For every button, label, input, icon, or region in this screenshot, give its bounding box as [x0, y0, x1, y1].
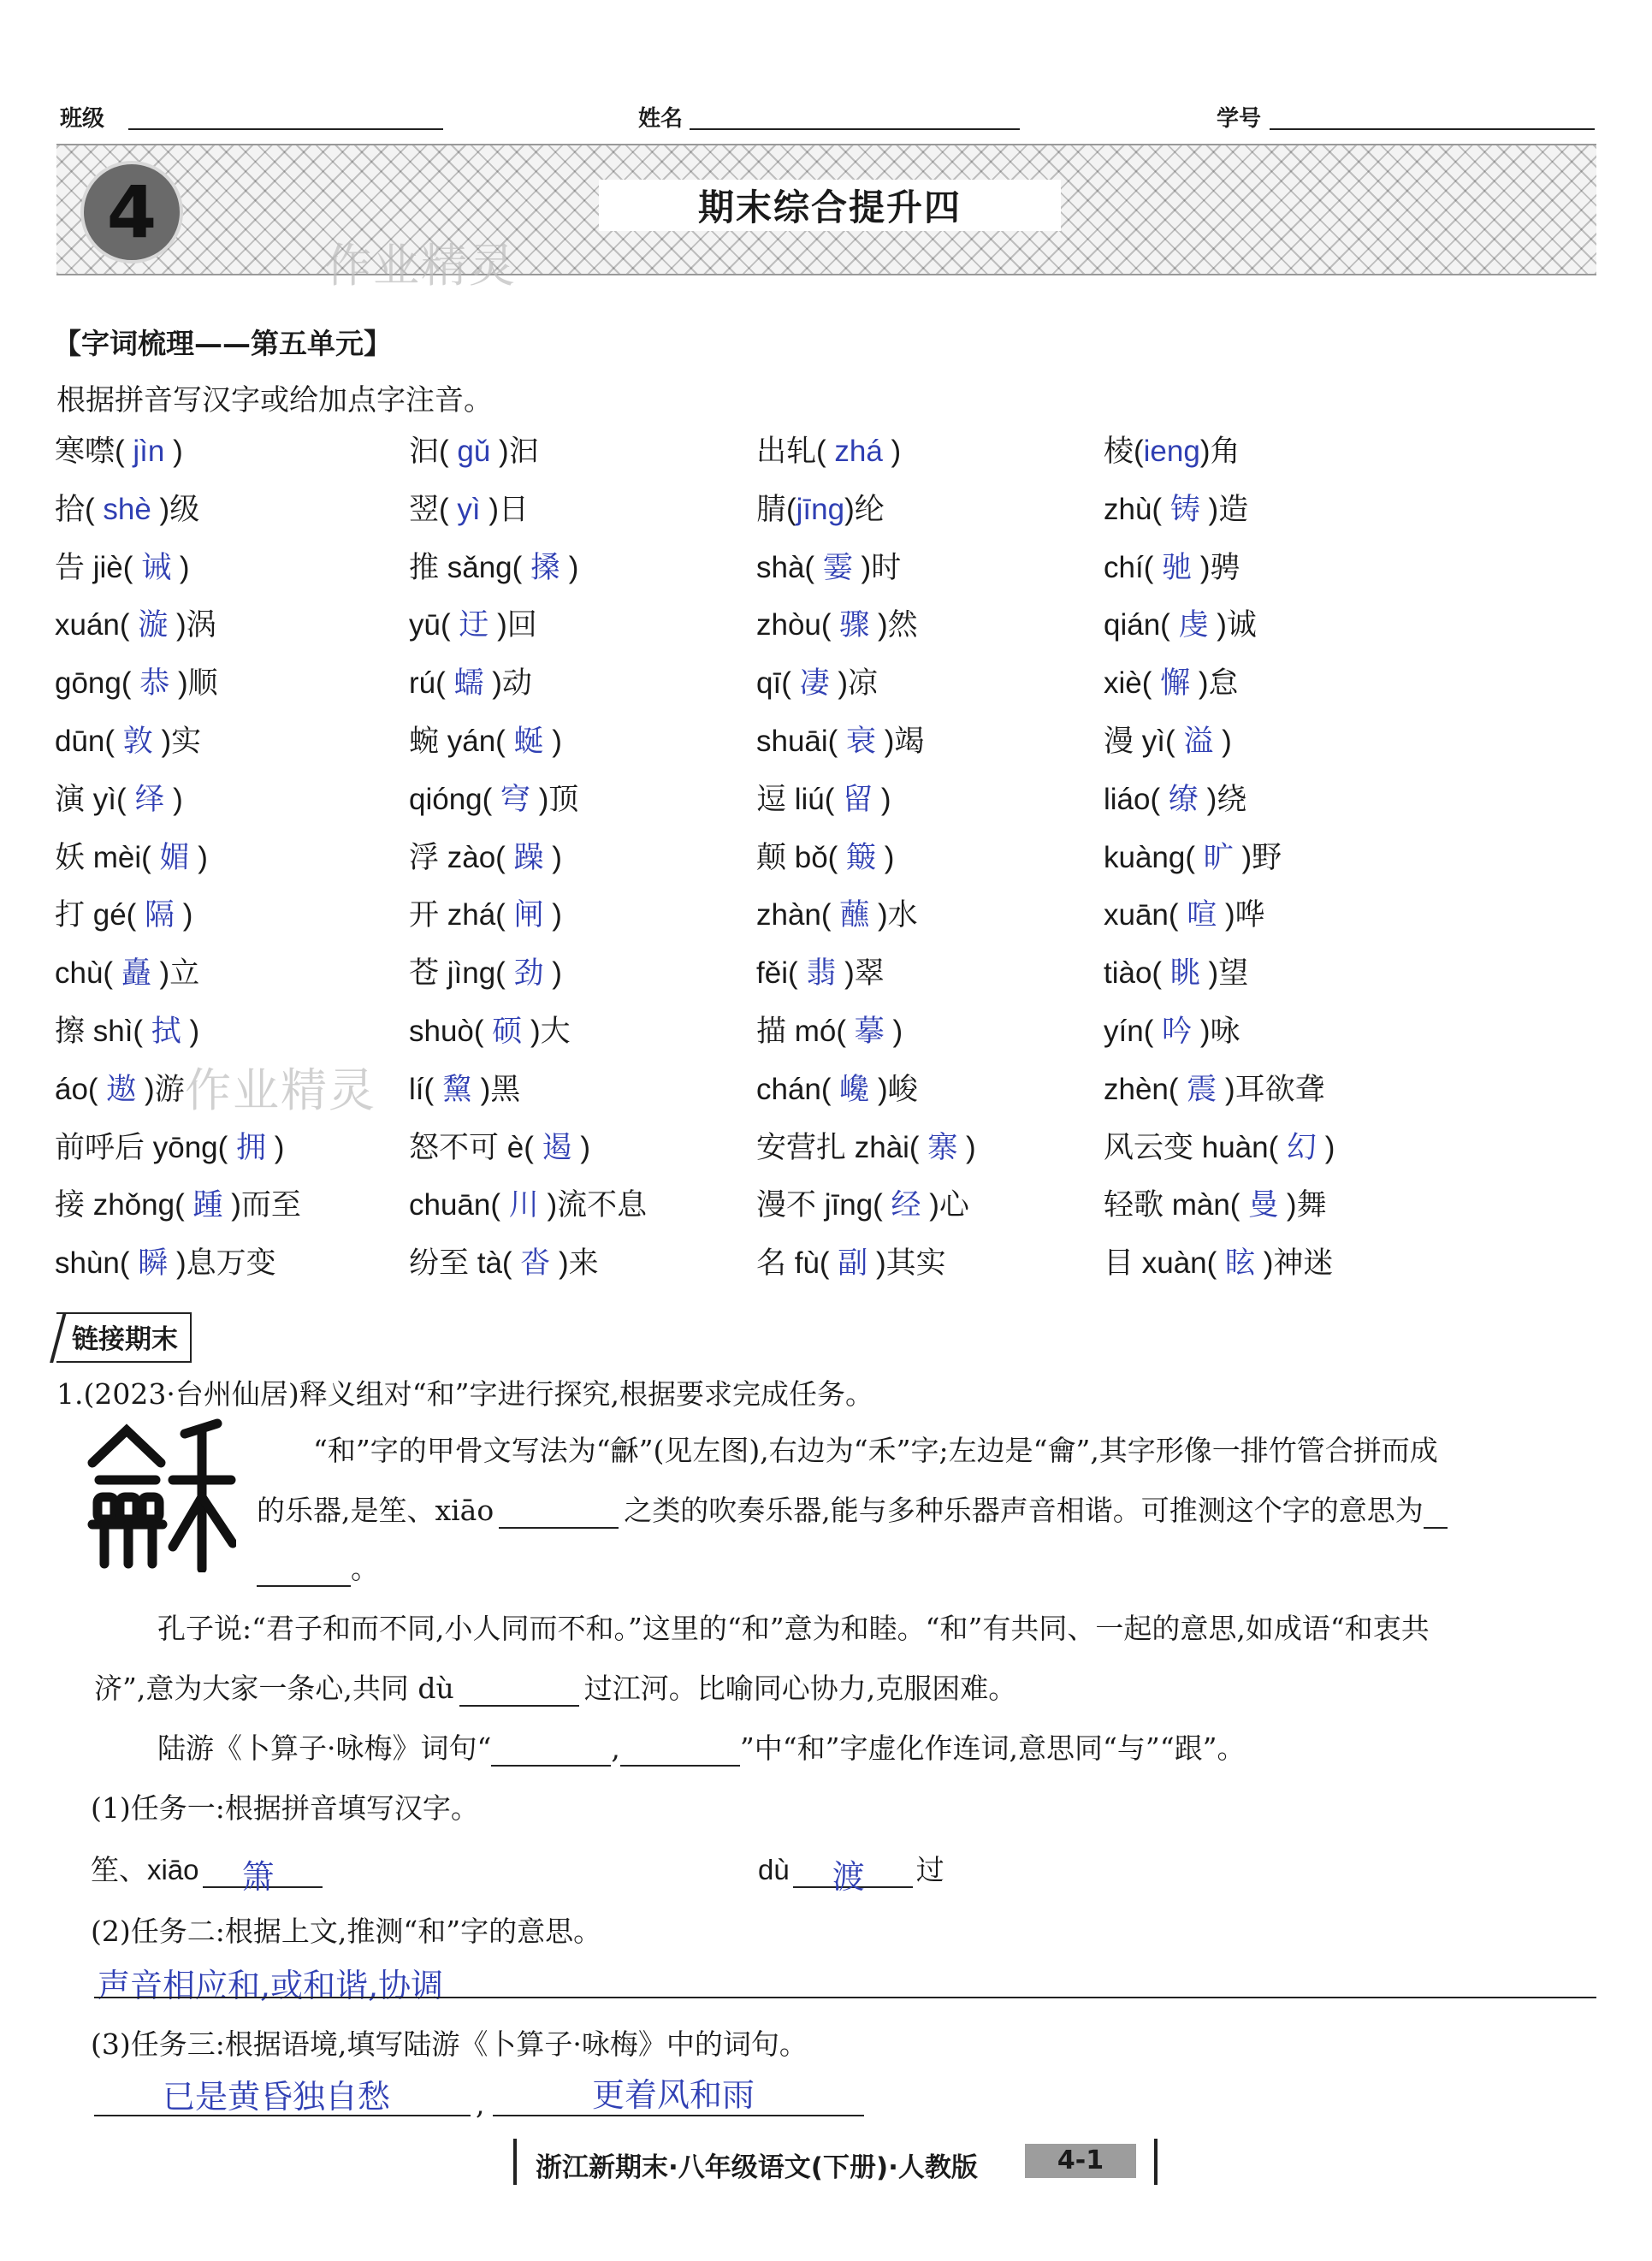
vocab-prompt: 出轧(	[756, 435, 826, 468]
vocab-suffix: )	[892, 1015, 903, 1048]
poem-blank-2[interactable]	[620, 1739, 740, 1767]
vocab-answer[interactable]: 迂	[450, 608, 498, 642]
vocab-prompt: chù(	[55, 956, 114, 991]
vocab-prompt: 打 gé(	[55, 898, 137, 932]
vocab-item	[409, 544, 578, 587]
vocab-answer[interactable]: 蜒	[505, 725, 553, 758]
vocab-suffix: )	[552, 725, 562, 758]
vocab-answer[interactable]: ieng	[1143, 435, 1200, 468]
id-label: 学号	[1217, 106, 1262, 132]
vocab-suffix: )息万变	[176, 1246, 276, 1281]
vocab-suffix: )	[552, 840, 562, 874]
vocab-prompt: 开 zhá(	[409, 898, 506, 932]
vocab-prompt: liáo(	[1104, 782, 1161, 816]
task-1-blank-1[interactable]	[203, 1860, 323, 1896]
vocab-prompt: shà(	[756, 550, 815, 584]
task-2: (2)任务二:根据上文,推测“和”字的意思。	[91, 1915, 602, 1948]
watermark: 作业精灵	[325, 239, 517, 293]
vocab-prompt: shuāi(	[756, 725, 838, 758]
vocab-prompt: qián(	[1104, 608, 1170, 642]
vocab-prompt: 描 mó(	[756, 1015, 847, 1048]
vocab-prompt: xuān(	[1104, 898, 1179, 932]
vocab-prompt: 腈(	[756, 492, 796, 526]
vocab-answer[interactable]: yì	[448, 492, 489, 526]
vocab-prompt: fěi(	[756, 956, 798, 991]
vocab-suffix: )望	[1208, 956, 1249, 991]
vocab-item	[55, 428, 183, 471]
meaning-blank-a[interactable]	[1424, 1501, 1448, 1529]
vocab-prompt: qióng(	[409, 782, 493, 816]
vocab-suffix: )野	[1241, 840, 1282, 874]
vocab-prompt: 目 xuàn(	[1104, 1246, 1217, 1281]
vocab-suffix: )水	[878, 898, 918, 932]
vocab-suffix: )	[568, 550, 579, 584]
vocab-item	[1104, 544, 1240, 587]
vocab-answer[interactable]: 吟	[1153, 1015, 1200, 1048]
vocab-suffix: )神迷	[1263, 1246, 1334, 1281]
vocab-item	[1104, 950, 1248, 992]
task-1-blank-2[interactable]	[793, 1860, 913, 1896]
vocab-answer[interactable]: 遨	[98, 1072, 145, 1106]
vocab-item	[55, 1181, 301, 1224]
vocab-item	[55, 486, 199, 529]
vocab-prompt: chuān(	[409, 1188, 501, 1222]
oracle-bone-character-icon	[82, 1418, 236, 1572]
vocab-answer[interactable]: 敦	[115, 725, 162, 758]
para-3-text-a: 陆游《卜算子·咏梅》词句“	[157, 1731, 492, 1765]
id-field[interactable]	[1270, 128, 1595, 130]
vocab-prompt: gōng(	[55, 666, 132, 701]
vocab-item	[756, 428, 901, 471]
vocab-prompt: 翌(	[409, 492, 449, 526]
link-tag: 链接期末	[56, 1312, 192, 1363]
instruction: 根据拼音写汉字或给加点字注音。	[56, 383, 493, 417]
vocab-suffix: )角	[1199, 435, 1240, 468]
vocab-suffix: )其实	[876, 1246, 946, 1281]
vocab-suffix: )	[880, 782, 891, 816]
vocab-answer[interactable]: 拭	[143, 1015, 190, 1048]
vocab-item	[1104, 660, 1239, 702]
vocab-item	[55, 891, 192, 934]
vocab-prompt: 妖 mèi(	[55, 840, 151, 874]
vocab-answer[interactable]: 喧	[1178, 898, 1226, 932]
vocab-answer[interactable]: 拥	[228, 1130, 275, 1164]
vocab-answer[interactable]: 簸	[838, 840, 885, 874]
vocab-item	[756, 1008, 903, 1051]
vocab-answer[interactable]: 翡	[797, 956, 845, 991]
vocab-item	[409, 601, 537, 644]
vocab-item	[756, 1124, 976, 1167]
para-2-text-a: 济”,意为大家一条心,共同 dù	[94, 1672, 454, 1705]
vocab-prompt: 苍 jìng(	[409, 956, 506, 991]
vocab-suffix: )造	[1208, 492, 1249, 526]
vocab-answer[interactable]: 衰	[838, 725, 885, 758]
vocab-suffix: )绕	[1206, 782, 1247, 816]
class-field[interactable]	[128, 128, 443, 130]
vocab-answer[interactable]: 瞬	[129, 1246, 177, 1281]
vocab-suffix: )动	[492, 666, 532, 701]
vocab-item	[55, 834, 208, 877]
para-1-end: 。	[351, 1552, 379, 1585]
vocab-answer[interactable]: 沓	[512, 1246, 560, 1281]
vocab-suffix: )	[891, 435, 902, 468]
vocab-prompt: 接 zhǒng(	[55, 1188, 185, 1222]
task-3-answer-1: 已是黄昏独自愁	[163, 2078, 391, 2116]
vocab-suffix: )纶	[844, 492, 885, 526]
vocab-item	[756, 950, 885, 992]
vocab-answer[interactable]: jìn	[124, 435, 174, 468]
vocab-answer[interactable]: 旷	[1195, 840, 1242, 874]
task-3-blank-1[interactable]	[94, 2115, 471, 2116]
vocab-suffix: )翠	[844, 956, 885, 991]
vocab-item	[1104, 1240, 1333, 1282]
vocab-answer[interactable]: 凄	[790, 666, 838, 701]
vocab-prompt: 蜿 yán(	[409, 725, 506, 758]
vocab-answer[interactable]: 摹	[846, 1015, 893, 1048]
vocab-answer[interactable]: 漩	[129, 608, 177, 642]
vocab-suffix: )	[173, 435, 183, 468]
vocab-prompt: xiè(	[1104, 666, 1152, 701]
vocab-prompt: 擦 shì(	[55, 1015, 144, 1048]
vocab-suffix: )大	[530, 1015, 571, 1048]
page-number: 4-1	[1025, 2144, 1136, 2178]
unit-number-badge: 4	[80, 161, 183, 263]
vocab-suffix: )耳欲聋	[1225, 1072, 1325, 1106]
task-1-answers	[91, 1848, 323, 1896]
vocab-item	[55, 1240, 276, 1282]
xiao-blank[interactable]	[499, 1501, 619, 1529]
vocab-item	[409, 950, 562, 992]
page-title: 期末综合提升四	[599, 180, 1061, 231]
vocab-item	[756, 1240, 946, 1282]
vocab-item	[756, 834, 894, 877]
du-blank[interactable]	[459, 1679, 579, 1707]
vocab-suffix: )时	[861, 550, 902, 584]
vocab-prompt: 推 sǎng(	[409, 550, 523, 584]
vocab-prompt: xuán(	[55, 608, 130, 642]
vocab-prompt: chán(	[756, 1072, 832, 1106]
vocab-item	[55, 1008, 199, 1051]
vocab-item	[409, 891, 562, 934]
vocab-prompt: 告 jiè(	[55, 550, 133, 584]
vocab-item	[55, 950, 199, 992]
vocab-prompt: 汩(	[409, 435, 449, 468]
vocab-item	[409, 1066, 520, 1109]
vocab-item	[409, 1124, 590, 1167]
vocab-item	[409, 718, 562, 761]
vocab-suffix: )	[1222, 725, 1232, 758]
vocab-answer[interactable]: 劲	[505, 956, 553, 991]
task-1-answers-b	[758, 1848, 944, 1896]
vocab-suffix: )来	[559, 1246, 599, 1281]
task-1-label-c: 过	[915, 1854, 944, 1885]
vocab-answer[interactable]: 铸	[1162, 492, 1209, 526]
vocab-item	[756, 718, 924, 761]
vocab-prompt: 棱(	[1104, 435, 1144, 468]
vocab-prompt: dūn(	[55, 725, 115, 758]
vocab-suffix: )	[552, 898, 562, 932]
vocab-suffix: )	[966, 1130, 976, 1164]
vocab-prompt: yín(	[1104, 1015, 1154, 1048]
meaning-blank-b[interactable]	[257, 1560, 351, 1587]
vocab-item	[1104, 776, 1246, 819]
page-footer	[513, 2139, 1158, 2185]
vocab-item	[1104, 486, 1248, 529]
question-1-title: 1.(2023·台州仙居)释义组对“和”字进行探究,根据要求完成任务。	[56, 1377, 873, 1411]
vocab-item	[409, 1008, 571, 1051]
task-1-answer-1: 箫	[241, 1860, 275, 1896]
vocab-answer[interactable]: 霎	[814, 550, 862, 584]
vocab-prompt: shuò(	[409, 1015, 484, 1048]
vocab-suffix: )	[173, 782, 183, 816]
vocab-suffix: )竭	[884, 725, 925, 758]
vocab-answer[interactable]: 恭	[131, 666, 178, 701]
vocab-item	[1104, 428, 1240, 471]
para-3-comma: ,	[611, 1731, 620, 1765]
vocab-item	[409, 1181, 647, 1224]
vocab-suffix: )流不息	[547, 1188, 648, 1222]
vocab-answer[interactable]: 蠕	[445, 666, 493, 701]
vocab-answer[interactable]: 骤	[831, 608, 879, 642]
poem-blank-1[interactable]	[491, 1739, 611, 1767]
vocab-answer[interactable]: 留	[834, 782, 881, 816]
task-1-label-b: dù	[758, 1854, 790, 1885]
section-title: 【字词梳理——第五单元】	[53, 327, 392, 360]
vocab-prompt: 漫不 jīng(	[756, 1188, 883, 1222]
vocab-item	[1104, 834, 1282, 877]
task-3: (3)任务三:根据语境,填写陆游《卜算子·咏梅》中的词句。	[91, 2027, 808, 2061]
para-2-text-b: 过江河。比喻同心协力,克服困难。	[583, 1672, 1017, 1705]
para-1-line-2	[257, 1489, 1448, 1529]
vocab-item	[1104, 718, 1232, 761]
name-label: 姓名	[638, 106, 684, 132]
vocab-answer[interactable]: 驰	[1153, 550, 1200, 584]
vocab-suffix: )诚	[1217, 608, 1257, 642]
vocab-answer[interactable]: 诫	[133, 550, 180, 584]
vocab-item	[55, 601, 216, 644]
vocab-prompt: 怒不可 è(	[409, 1130, 534, 1164]
vocab-suffix: )顺	[177, 666, 218, 701]
para-3	[157, 1726, 1245, 1767]
vocab-answer[interactable]: 穹	[492, 782, 539, 816]
vocab-answer[interactable]: 搡	[522, 550, 569, 584]
vocab-answer[interactable]: zhá	[826, 435, 891, 468]
vocab-prompt: 漫 yì(	[1104, 725, 1175, 758]
vocab-answer[interactable]: 川	[500, 1188, 548, 1222]
vocab-suffix: )而至	[231, 1188, 301, 1222]
vocab-answer[interactable]: 隔	[136, 898, 183, 932]
vocab-suffix: )	[274, 1130, 285, 1164]
vocab-item	[756, 544, 901, 587]
vocab-prompt: 安营扎 zhài(	[756, 1130, 920, 1164]
task-1-label-a: 笙、xiāo	[91, 1854, 199, 1885]
watermark: 作业精灵	[185, 1063, 376, 1117]
vocab-answer[interactable]: 经	[882, 1188, 930, 1222]
vocab-prompt: zhòu(	[756, 608, 832, 642]
vocab-item	[409, 428, 539, 471]
vocab-item	[1104, 1181, 1327, 1224]
vocab-item	[409, 660, 532, 702]
vocab-prompt: 寒噤(	[55, 435, 125, 468]
vocab-answer[interactable]: 缭	[1160, 782, 1207, 816]
vocab-suffix: )哗	[1225, 898, 1265, 932]
vocab-item	[1104, 1124, 1335, 1167]
vocab-item	[756, 486, 885, 529]
vocab-suffix: )	[179, 550, 190, 584]
vocab-item	[55, 544, 190, 587]
vocab-item	[1104, 1066, 1325, 1109]
vocab-suffix: )咏	[1199, 1015, 1240, 1048]
vocab-suffix: )	[182, 898, 193, 932]
vocab-answer[interactable]: gǔ	[448, 435, 500, 468]
vocab-suffix: )游	[145, 1072, 185, 1106]
vocab-item	[756, 601, 918, 644]
vocab-item	[756, 776, 891, 819]
vocab-suffix: )心	[929, 1188, 969, 1222]
vocab-suffix: )	[884, 840, 895, 874]
name-field[interactable]	[690, 128, 1020, 130]
vocab-item	[55, 1066, 185, 1109]
vocab-answer[interactable]: 矗	[113, 956, 160, 991]
vocab-answer[interactable]: 巉	[831, 1072, 879, 1106]
vocab-prompt: 名 fù(	[756, 1246, 830, 1281]
vocab-suffix: )	[198, 840, 208, 874]
para-3-text-c: ”中“和”字虚化作连词,意思同“与”“跟”。	[739, 1731, 1246, 1765]
vocab-answer[interactable]: 震	[1178, 1072, 1226, 1106]
vocab-answer[interactable]: 蘸	[831, 898, 879, 932]
vocab-prompt: 纷至 tà(	[409, 1246, 512, 1281]
para-1-line-1: “和”字的甲骨文写法为“龢”(见左图),右边为“禾”字;左边是“龠”,其字形像一排竹管合拼而成	[313, 1434, 1438, 1467]
vocab-suffix: )日	[488, 492, 529, 526]
vocab-prompt: shùn(	[55, 1246, 130, 1281]
para-1-line-3	[257, 1547, 379, 1587]
vocab-suffix: )实	[161, 725, 202, 758]
vocab-item	[55, 1124, 284, 1167]
vocab-prompt: zhèn(	[1104, 1072, 1179, 1106]
vocab-prompt: 风云变 huàn(	[1104, 1130, 1279, 1164]
vocab-item	[409, 1240, 599, 1282]
vocab-suffix: )	[1324, 1130, 1335, 1164]
vocab-suffix: )怠	[1198, 666, 1239, 701]
vocab-suffix: )凉	[838, 666, 878, 701]
vocab-answer[interactable]: 曼	[1240, 1188, 1287, 1222]
vocab-suffix: )汩	[499, 435, 539, 468]
vocab-answer[interactable]: 幻	[1278, 1130, 1325, 1164]
vocab-answer[interactable]: 溢	[1175, 725, 1223, 758]
vocab-answer[interactable]: 虔	[1169, 608, 1217, 642]
vocab-item	[55, 776, 183, 819]
vocab-answer[interactable]: 遏	[533, 1130, 581, 1164]
vocab-suffix: )峻	[878, 1072, 918, 1106]
vocab-suffix: )涡	[176, 608, 216, 642]
vocab-prompt: 逗 liú(	[756, 782, 835, 816]
vocab-answer[interactable]: 绎	[126, 782, 174, 816]
vocab-item	[756, 891, 918, 934]
vocab-prompt: 前呼后 yōng(	[55, 1130, 228, 1164]
vocab-suffix: )	[189, 1015, 200, 1048]
vocab-suffix: )顶	[538, 782, 579, 816]
vocab-prompt: rú(	[409, 666, 446, 701]
vocab-item	[55, 660, 218, 702]
para-1-text-b: 之类的吹奏乐器,能与多种乐器声音相谐。可推测这个字的意思为	[624, 1494, 1424, 1527]
vocab-item	[1104, 891, 1265, 934]
vocab-prompt: 拾(	[55, 492, 95, 526]
vocab-answer[interactable]: 媚	[151, 840, 198, 874]
vocab-answer[interactable]: 懈	[1152, 666, 1199, 701]
task-1-answer-2: 渡	[832, 1860, 865, 1896]
vocab-suffix: )骋	[1199, 550, 1240, 584]
vocab-answer[interactable]: 硕	[483, 1015, 531, 1048]
vocab-prompt: yū(	[409, 608, 451, 642]
task-3-blank-2[interactable]	[493, 2115, 864, 2116]
vocab-prompt: zhàn(	[756, 898, 832, 932]
vocab-answer[interactable]: 寨	[919, 1130, 967, 1164]
vocab-answer[interactable]: 黧	[434, 1072, 481, 1106]
vocab-prompt: 颠 bǒ(	[756, 840, 838, 874]
vocab-suffix: )舞	[1286, 1188, 1327, 1222]
vocab-prompt: 轻歌 màn(	[1104, 1188, 1240, 1222]
task-2-answer: 声音相应和,或和谐,协调	[98, 1967, 444, 2004]
vocab-prompt: tiào(	[1104, 956, 1163, 991]
vocab-suffix: )	[552, 956, 562, 991]
vocab-answer[interactable]: 躁	[505, 840, 553, 874]
vocab-answer[interactable]: 闸	[505, 898, 553, 932]
class-label: 班级	[60, 106, 105, 132]
vocab-prompt: zhù(	[1104, 492, 1163, 526]
vocab-item	[409, 776, 578, 819]
vocab-suffix: )黑	[480, 1072, 521, 1106]
task-1: (1)任务一:根据拼音填写汉字。	[91, 1791, 479, 1825]
para-1-text-a: 的乐器,是笙、xiāo	[257, 1494, 494, 1527]
vocab-item	[756, 660, 878, 702]
para-2-line-2	[94, 1666, 1016, 1707]
vocab-item	[409, 834, 562, 877]
vocab-item	[756, 1181, 969, 1224]
vocab-prompt: qī(	[756, 666, 791, 701]
vocab-item	[1104, 601, 1257, 644]
vocab-answer[interactable]: 眩	[1217, 1246, 1264, 1281]
para-2-line-1: 孔子说:“君子和而不同,小人同而不和。”这里的“和”意为和睦。“和”有共同、一起的意思,如成语“和衷共	[157, 1612, 1430, 1645]
vocab-suffix: )	[580, 1130, 590, 1164]
vocab-item	[55, 718, 201, 761]
task-3-answer-2: 更着风和雨	[592, 2076, 755, 2114]
task-3-comma: ,	[476, 2087, 485, 2121]
vocab-answer[interactable]: jīng	[796, 492, 845, 526]
vocab-suffix: )立	[159, 956, 200, 991]
footer-title: 浙江新期末·八年级语文(下册)·人教版	[536, 2152, 978, 2183]
vocab-prompt: lí(	[409, 1072, 435, 1106]
vocab-answer[interactable]: shè	[94, 492, 160, 526]
vocab-item	[756, 1066, 918, 1109]
vocab-suffix: )级	[159, 492, 200, 526]
vocab-prompt: kuàng(	[1104, 840, 1196, 874]
vocab-answer[interactable]: 副	[829, 1246, 877, 1281]
vocab-answer[interactable]: 眺	[1162, 956, 1209, 991]
vocab-prompt: 演 yì(	[55, 782, 127, 816]
vocab-prompt: 浮 zào(	[409, 840, 506, 874]
vocab-prompt: áo(	[55, 1072, 98, 1106]
vocab-item	[409, 486, 529, 529]
vocab-answer[interactable]: 踵	[184, 1188, 232, 1222]
vocab-prompt: chí(	[1104, 550, 1154, 584]
task-2-answer-line[interactable]	[94, 1997, 1596, 1998]
vocab-suffix: )回	[497, 608, 537, 642]
vocab-item	[1104, 1008, 1240, 1051]
vocab-suffix: )然	[878, 608, 918, 642]
